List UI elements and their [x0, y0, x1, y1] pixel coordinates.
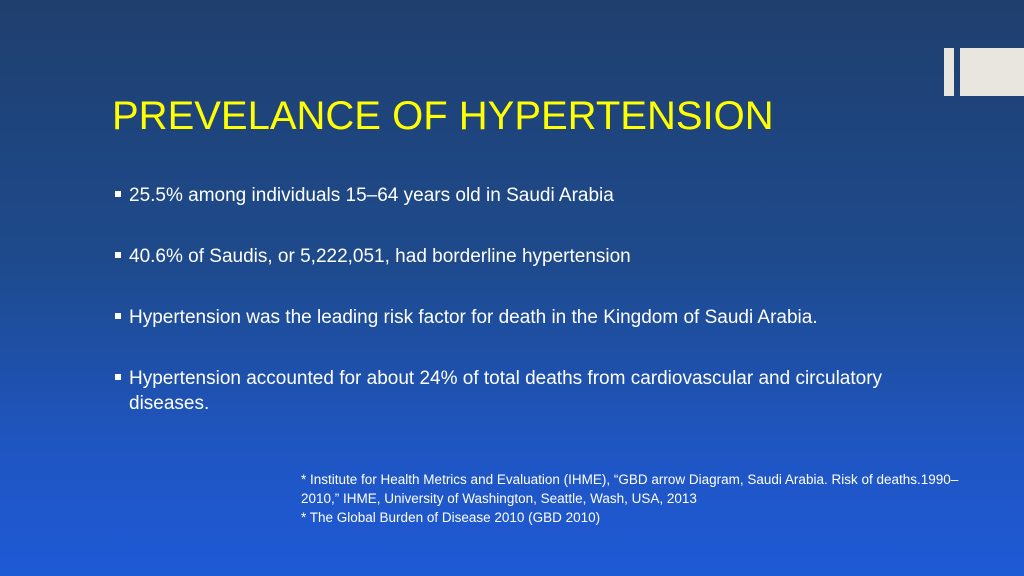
bullet-item — [113, 366, 913, 416]
bullet-item — [113, 244, 913, 269]
bullet-text: 25.5% among individuals 15–64 years old in Saudi Arabia — [129, 185, 614, 206]
references-footnote — [301, 470, 961, 527]
footnote-line: * Institute for Health Metrics and Evaluation (IHME), “GBD arrow Diagram, Saudi Arabia. Risk of deaths.1990–2010,” IHME, University of Washington, Seattle, Wash, USA, 2013 — [301, 472, 959, 506]
bullet-text: 40.6% of Saudis, or 5,222,051, had borderline hypertension — [129, 246, 631, 267]
bullet-text: Hypertension accounted for about 24% of total deaths from cardiovascular and circulatory diseases. — [129, 368, 883, 414]
accent-bar-wide — [960, 48, 1024, 96]
square-bullet-icon — [115, 252, 121, 258]
square-bullet-icon — [115, 191, 121, 197]
bullet-item — [113, 183, 913, 208]
corner-accent-bars — [944, 48, 1024, 96]
accent-bar-thin — [944, 48, 954, 96]
bullet-list — [113, 183, 913, 452]
square-bullet-icon — [115, 313, 121, 319]
bullet-item — [113, 305, 913, 330]
square-bullet-icon — [115, 374, 121, 380]
bullet-text: Hypertension was the leading risk factor for death in the Kingdom of Saudi Arabia. — [129, 307, 818, 328]
footnote-line: * The Global Burden of Disease 2010 (GBD 2010) — [301, 510, 601, 525]
slide-title: PREVELANCE OF HYPERTENSION — [112, 94, 774, 138]
